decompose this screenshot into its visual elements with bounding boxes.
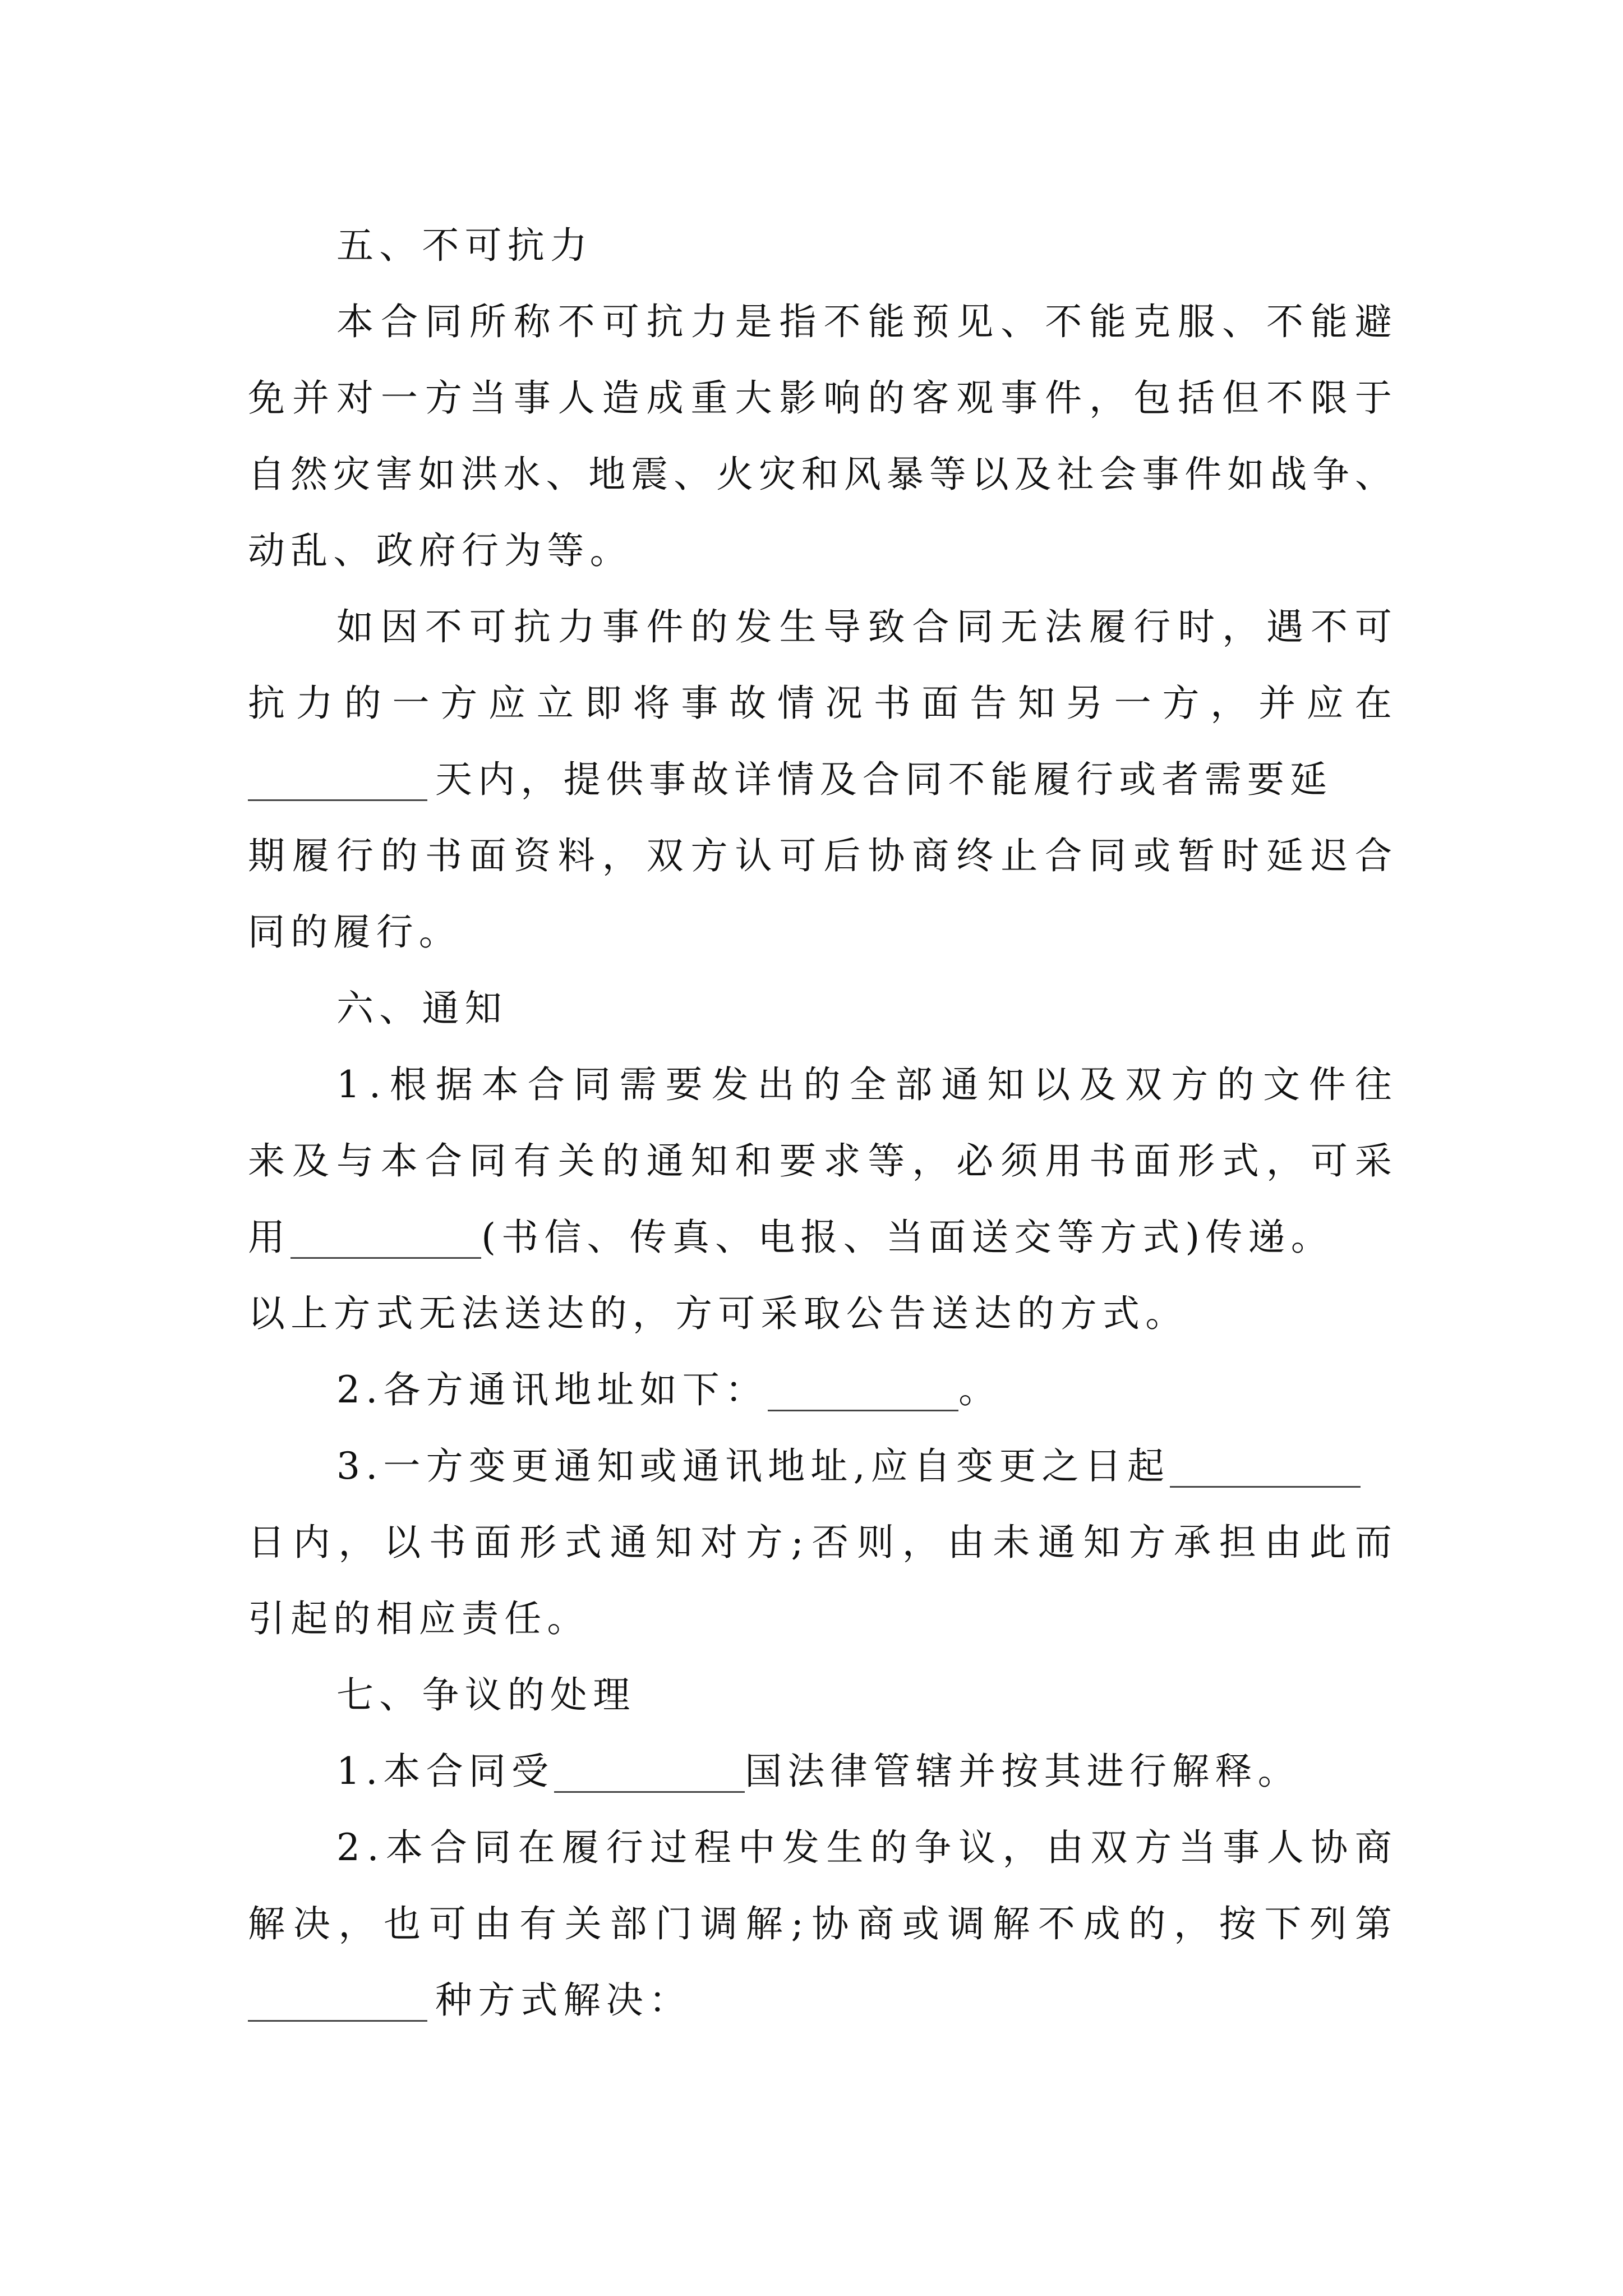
text-change-address: 3.一方变更通知或通讯地址,应自变更之日起: [336, 1444, 1170, 1488]
section-6-para-3-line-1: [248, 1428, 1392, 1504]
section-6-para-1-line-3: [248, 1199, 1392, 1276]
section-5-para-1-line-1: 本 合 同 所 称 不 可 抗 力 是 指 不 能 预 见 、 不 能 克 服 、 不 能 避: [336, 300, 1392, 343]
section-7-heading: 七、争议的处理: [336, 1673, 636, 1717]
section-6-para-2: [248, 1352, 1392, 1428]
blank-line-days: [248, 763, 427, 801]
text-resolution-method: 种方式解决：: [435, 1978, 692, 2022]
section-6-para-3-line-2: 日 内 ， 以 书 面 形 式 通 知 对 方 ; 否 则 ， 由 未 通 知 方 承 担 由 此 而: [248, 1521, 1392, 1564]
text-days-within: 天内，提供事故详情及合同不能履行或者需要延: [435, 758, 1333, 801]
section-6-para-1-line-4: 以上方式无法送达的，方可采取公告送达的方式。: [248, 1292, 1188, 1335]
section-5-para-1-line-3: 自 然 灾 害 如 洪 水 、 地 震 、 火 灾 和 风 暴 等 以 及 社 会 事 件 如 战 争 、: [248, 453, 1392, 496]
section-7-para-2-line-1: 2 . 本 合 同 在 履 行 过 程 中 发 生 的 争 议 ， 由 双 方 当 事 人 协 商: [336, 1826, 1392, 1869]
section-5-para-2-line-5: 同的履行。: [248, 910, 462, 954]
section-5-para-2-line-4: 期 履 行 的 书 面 资 料 ， 双 方 认 可 后 协 商 终 止 合 同 或 暂 时 延 迟 合: [248, 834, 1392, 877]
section-7-para-2-line-3: [248, 1962, 1392, 2039]
blank-line-change-days: [1170, 1450, 1361, 1488]
text-period: 。: [958, 1368, 1002, 1411]
text-law-interpretation: 国法律管辖并按其进行解释。: [745, 1750, 1301, 1793]
section-5-para-2-line-3: [248, 742, 1392, 818]
section-6-para-1-line-2: 来 及 与 本 合 同 有 关 的 通 知 和 要 求 等 ， 必 须 用 书 面 形 式 ， 可 采: [248, 1139, 1392, 1182]
text-delivery-methods: (书信、传真、电报、当面送交等方式)传递。: [481, 1216, 1334, 1259]
blank-line-addresses: [768, 1374, 958, 1411]
blank-line-delivery-method: [291, 1221, 481, 1259]
section-6-heading: 六、通知: [336, 987, 508, 1030]
section-7-para-2-line-2: 解 决 ， 也 可 由 有 关 部 门 调 解 ; 协 商 或 调 解 不 成 的 ， 按 下 列 第: [248, 1902, 1392, 1945]
text-addresses: 2.各方通讯地址如下：: [336, 1368, 768, 1411]
section-5-para-1-line-4: 动乱、政府行为等。: [248, 529, 633, 572]
section-6-para-3-line-3: 引起的相应责任。: [248, 1597, 590, 1640]
blank-line-country: [554, 1755, 745, 1793]
contract-page: [248, 208, 1392, 2039]
section-6-para-1-line-1: 1 . 根 据 本 合 同 需 要 发 出 的 全 部 通 知 以 及 双 方 的 文 件 往: [336, 1063, 1392, 1106]
text-use: 用: [248, 1216, 291, 1259]
section-7-para-1: [248, 1733, 1392, 1810]
blank-line-resolution-method: [248, 1984, 427, 2022]
section-5-para-2-line-1: 如 因 不 可 抗 力 事 件 的 发 生 导 致 合 同 无 法 履 行 时 ， 遇 不 可: [336, 605, 1392, 648]
section-5-para-1-line-2: 免 并 对 一 方 当 事 人 造 成 重 大 影 响 的 客 观 事 件 ， 包 括 但 不 限 于: [248, 376, 1392, 420]
section-5-heading: 五、不可抗力: [336, 224, 593, 267]
text-governed-by: 1.本合同受: [336, 1750, 555, 1793]
section-5-para-2-line-2: 抗 力 的 一 方 应 立 即 将 事 故 情 况 书 面 告 知 另 一 方 ， 并 应 在: [248, 682, 1392, 725]
